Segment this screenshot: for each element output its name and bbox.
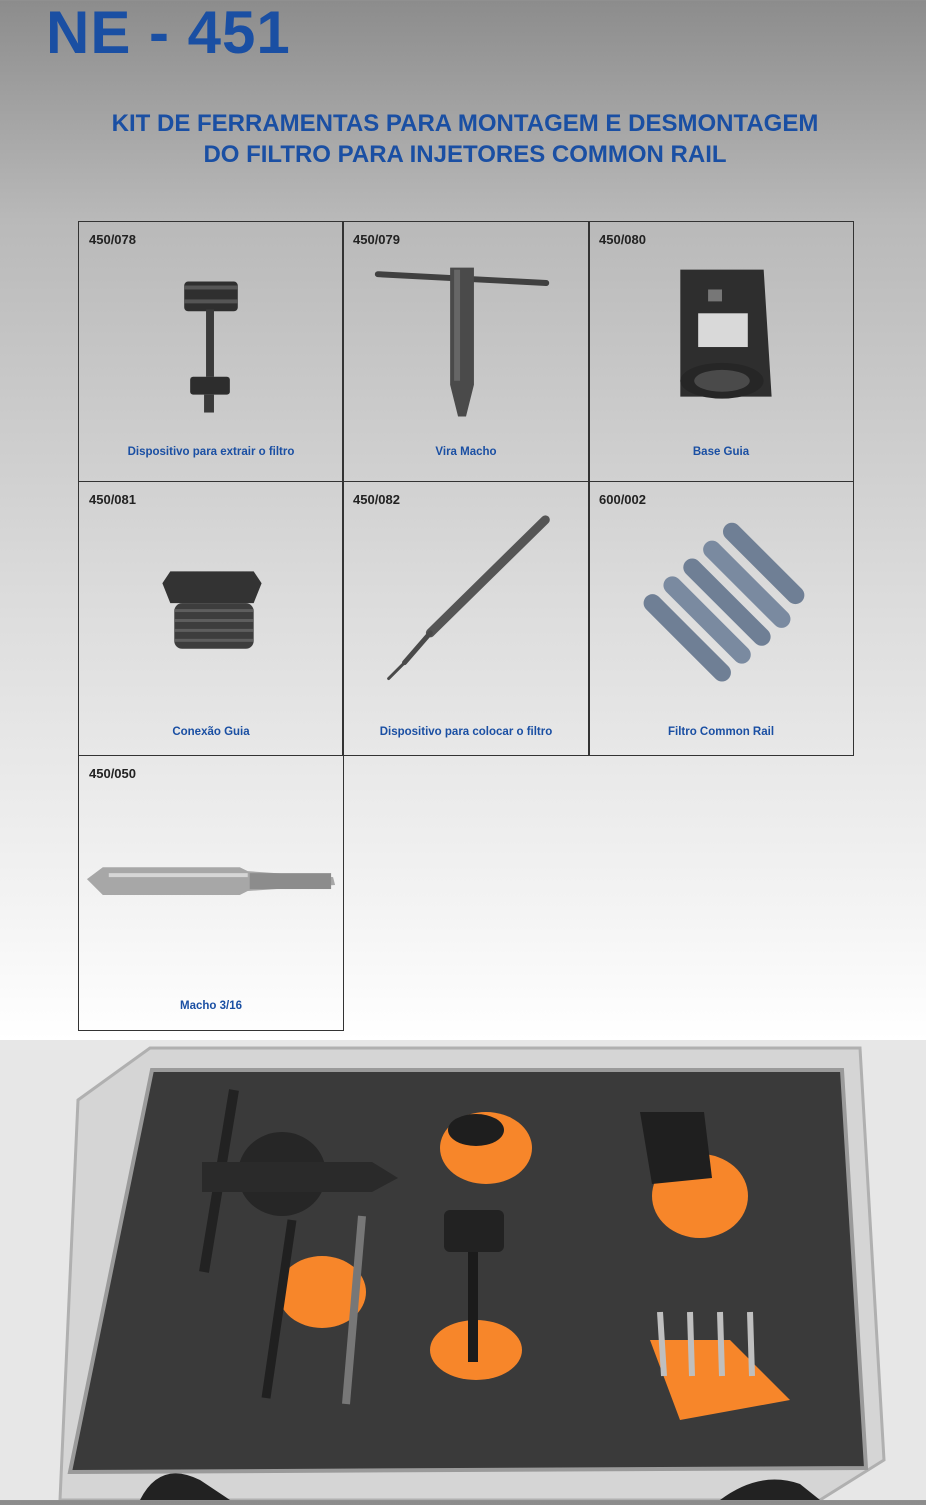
item-code: 450/081 (89, 492, 136, 507)
subtitle-line-2: DO FILTRO PARA INJETORES COMMON RAIL (203, 141, 727, 168)
item-card-tap-wrench (342, 221, 590, 482)
item-code: 600/002 (599, 492, 646, 507)
model-title: NE - 451 (46, 0, 291, 66)
item-caption: Vira Macho (435, 446, 497, 458)
item-card-guide-connection (78, 481, 344, 756)
kit-subtitle (0, 108, 926, 170)
item-card-filters (588, 481, 854, 756)
item-card-tap (78, 755, 344, 1031)
item-caption: Macho 3/16 (180, 1000, 242, 1012)
item-caption: Filtro Common Rail (667, 726, 775, 738)
item-card-extractor (78, 221, 344, 482)
item-caption: Dispositivo para colocar o filtro (379, 726, 553, 738)
guide-base-icon (589, 222, 853, 481)
item-caption: Dispositivo para extrair o filtro (127, 446, 295, 458)
item-code: 450/082 (353, 492, 400, 507)
tap-wrench-icon (343, 222, 589, 481)
item-caption: Conexão Guia (172, 726, 250, 738)
item-caption: Base Guia (692, 446, 750, 458)
item-code: 450/078 (89, 232, 136, 247)
installer-pin-icon (343, 482, 589, 755)
filters-icon (589, 482, 853, 755)
guide-connection-icon (79, 482, 343, 755)
item-code: 450/050 (89, 766, 136, 781)
case-illustration (0, 1040, 926, 1500)
item-code: 450/079 (353, 232, 400, 247)
subtitle-line-1: KIT DE FERRAMENTAS PARA MONTAGEM E DESMONTAGEM (111, 110, 819, 137)
extractor-icon (79, 222, 343, 481)
item-card-installer-pin (342, 481, 590, 756)
tap-icon (79, 756, 343, 1030)
kit-case-photo (0, 1040, 926, 1500)
item-card-guide-base (588, 221, 854, 482)
item-code: 450/080 (599, 232, 646, 247)
